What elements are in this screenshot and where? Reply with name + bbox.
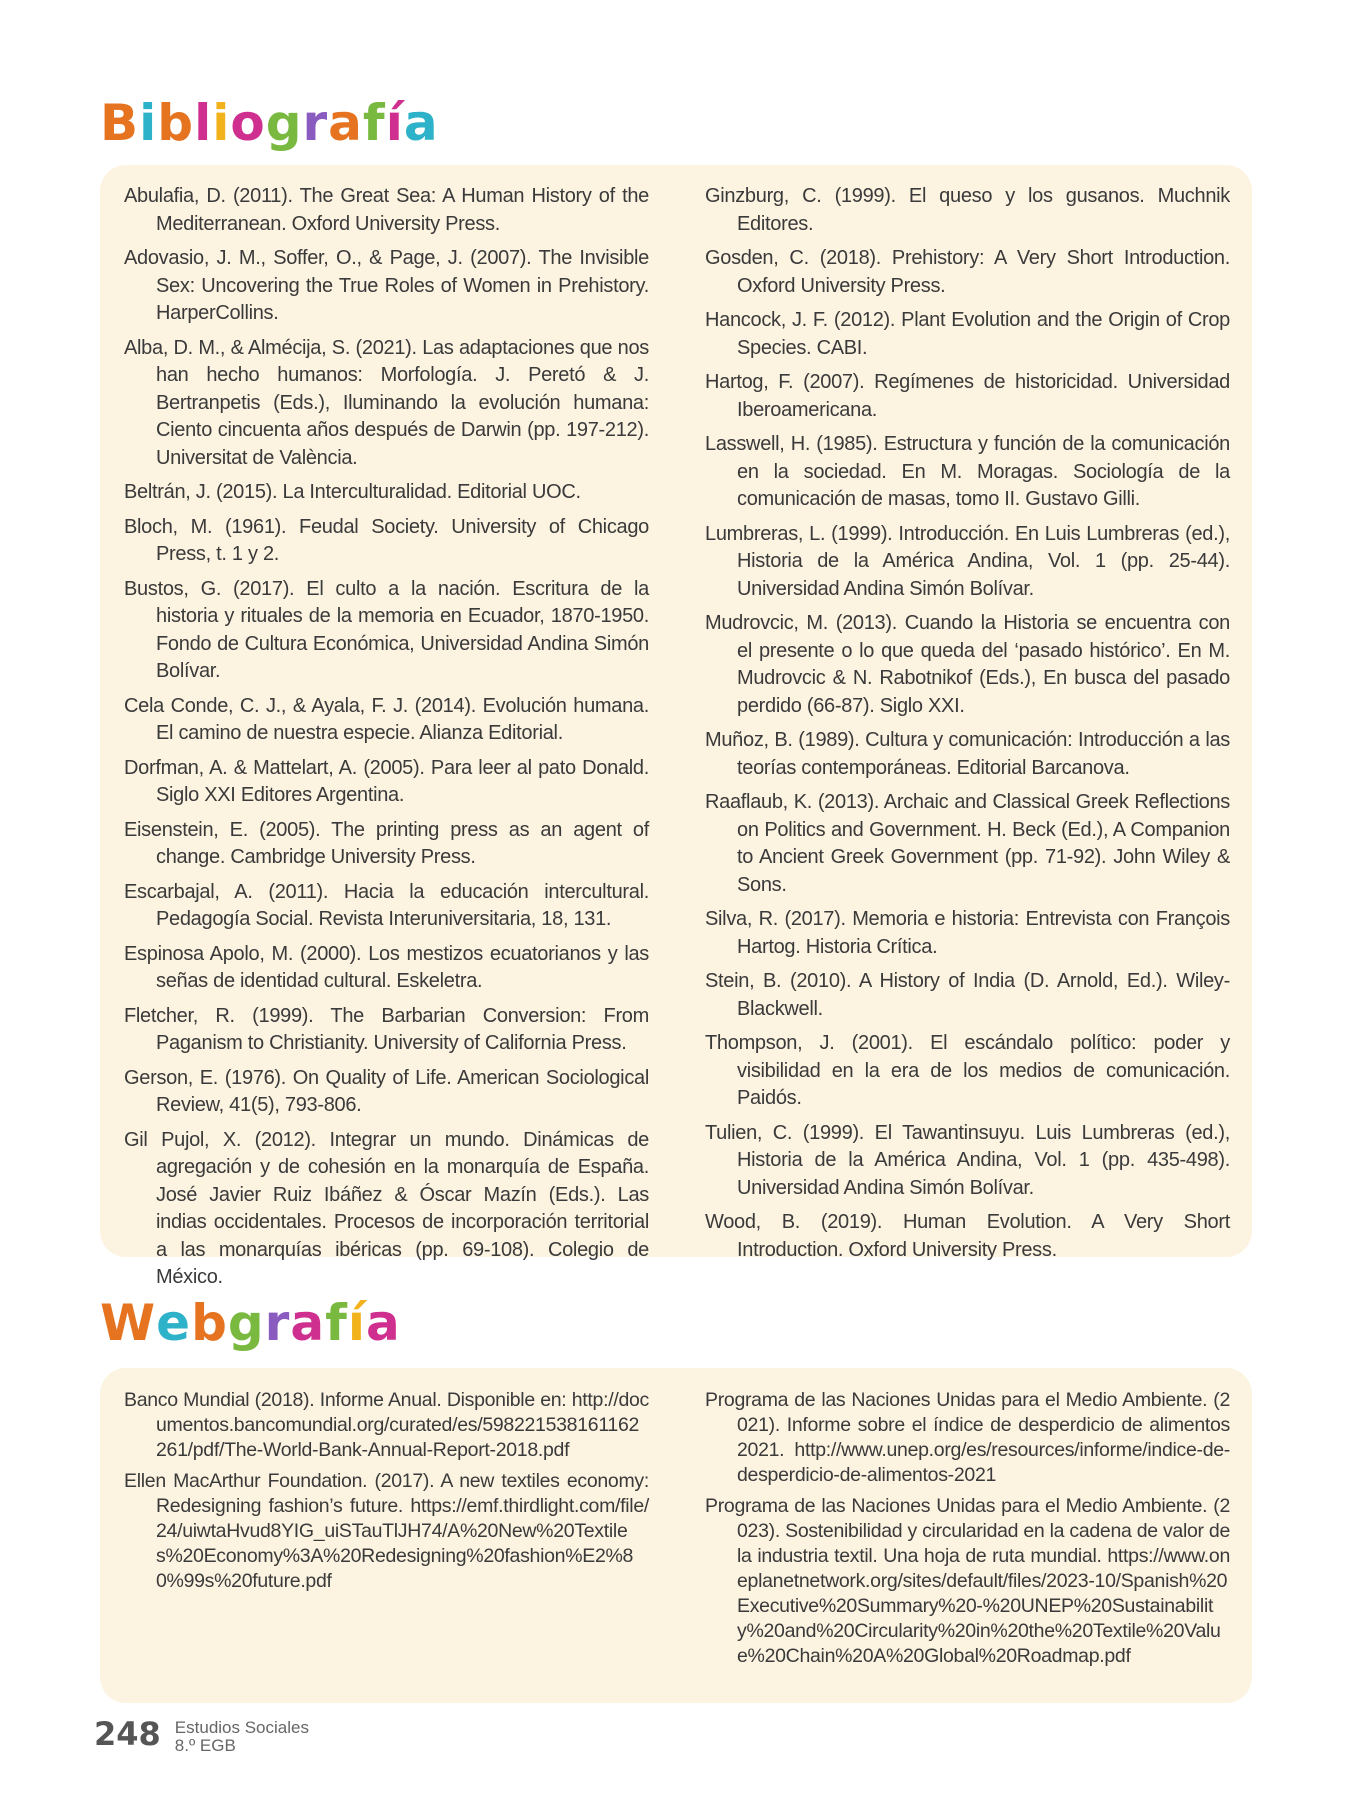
reference-entry: Thompson, J. (2001). El escándalo político: poder y visibilidad en la era de los medios de comunicación. Paidós. [705,1032,1230,1109]
reference-entry: Raaflaub, K. (2013). Archaic and Classical Greek Reflections on Politics and Government. H. Beck (Ed.), A Companion to Ancient Greek Government (pp. 71-92). John Wiley & Sons. [705,791,1230,896]
bibliografia-title-letter: B [100,94,140,152]
reference-entry: Programa de las Naciones Unidas para el Medio Ambiente. (2021). Informe sobre el índice de desperdicio de alimentos 2021. http://www.unep.org/es/resources/informe/indice-de-desperdicio-de-alimentos-2021 [705,1389,1230,1486]
webgrafia-title-letter: a [366,1294,401,1352]
footer-book-info [175,1718,309,1755]
bibliografia-title-letter: o [230,94,266,152]
bibliografia-title-letter: g [265,94,303,152]
bibliografia-title-letter: a [403,94,439,152]
bibliografia-title-letter: i [139,94,158,152]
reference-entry: Fletcher, R. (1999). The Barbarian Conversion: From Paganism to Christianity. University of California Press. [124,1004,649,1054]
reference-entry: Ellen MacArthur Foundation. (2017). A new textiles economy: Redesigning fashion’s future. https://emf.thirdlight.com/file/24/uiwtaHvud8YIG_uiSTauTlJH74/A%20New%20Textiles%20Economy%3A%20Redesigning%20fashion%E2%80%99s%20future.pdf [124,1470,649,1592]
bibliografia-right-column [705,183,1230,1299]
reference-entry: Gosden, C. (2018). Prehistory: A Very Short Introduction. Oxford University Press. [705,247,1230,297]
footer-grade: 8.º EGB [174,1736,236,1755]
reference-entry: Escarbajal, A. (2011). Hacia la educación intercultural. Pedagogía Social. Revista Interuniversitaria, 18, 131. [124,880,649,930]
webgrafia-title-letter: e [156,1294,192,1352]
reference-entry: Muñoz, B. (1989). Cultura y comunicación: Introducción a las teorías contemporáneas. Editorial Barcanova. [705,729,1230,779]
reference-entry: Adovasio, J. M., Soffer, O., & Page, J. (2007). The Invisible Sex: Uncovering the True Roles of Women in Prehistory. HarperCollins. [124,247,649,324]
reference-entry: Banco Mundial (2018). Informe Anual. Disponible en: http://documentos.bancomundial.org/curated/es/598221538161162261/pdf/The-World-Bank-Annual-Report-2018.pdf [124,1389,649,1461]
reference-entry: Alba, D. M., & Almécija, S. (2021). Las adaptaciones que nos han hecho humanos: Morfología. J. Peretó & J. Bertranpetis (Eds.), Iluminando la evolución humana: Ciento cincuenta años después de Darwin (pp. 197-212). Universitat de València. [124,336,649,469]
reference-entry: Lumbreras, L. (1999). Introducción. En Luis Lumbreras (ed.), Historia de la América Andina, Vol. 1 (pp. 25-44). Universidad Andina Simón Bolívar. [705,522,1230,600]
webgrafia-title-letter: b [191,1294,228,1352]
reference-entry: Hartog, F. (2007). Regímenes de historicidad. Universidad Iberoamericana. [705,371,1230,421]
bibliografia-title-letter: f [362,94,386,152]
page-footer [94,1715,309,1755]
webgrafia-left-column [124,1388,649,1675]
webgrafia-title-letter: f [325,1294,348,1352]
reference-entry: Gerson, E. (1976). On Quality of Life. American Sociological Review, 41(5), 793-806. [124,1066,649,1116]
bibliografia-title [100,94,439,152]
reference-entry: Hancock, J. F. (2012). Plant Evolution and the Origin of Crop Species. CABI. [705,309,1230,359]
page-number: 248 [94,1715,161,1753]
bibliografia-title-letter: b [157,94,195,152]
reference-entry: Stein, B. (2010). A History of India (D. Arnold, Ed.). Wiley-Blackwell. [705,970,1230,1020]
reference-entry: Programa de las Naciones Unidas para el Medio Ambiente. (2023). Sostenibilidad y circularidad en la cadena de valor de la industria textil. Una hoja de ruta mundial. https://www.oneplanetnetwork.org/sites/default/files/2023-10/Spanish%20Executive%20Summary%20-%20UNEP%20Sustainability%20and%20Circularity%20in%20the%20Textile%20Value%20Chain%20A%20Global%20Roadmap.pdf [705,1495,1230,1667]
reference-entry: Mudrovcic, M. (2013). Cuando la Historia se encuentra con el presente o lo que queda del ‘pasado histórico’. En M. Mudrovcic & N. Rabotnikof (Eds.), En busca del pasado perdido (66-87). Siglo XXI. [705,612,1230,717]
webgrafia-panel [100,1368,1252,1703]
reference-entry: Dorfman, A. & Mattelart, A. (2005). Para leer al pato Donald. Siglo XXI Editores Argentina. [124,756,649,806]
reference-entry: Cela Conde, C. J., & Ayala, F. J. (2014). Evolución humana. El camino de nuestra especie. Alianza Editorial. [124,694,649,744]
reference-entry: Gil Pujol, X. (2012). Integrar un mundo. Dinámicas de agregación y de cohesión en la monarquía de España. José Javier Ruiz Ibáñez & Óscar Mazín (Eds.). Las indias occidentales. Procesos de incorporación territorial a las monarquías ibéricas (pp. 69-108). Colegio de México. [124,1128,649,1288]
reference-entry: Abulafia, D. (2011). The Great Sea: A Human History of the Mediterranean. Oxford University Press. [124,185,649,235]
bibliografia-panel [100,165,1252,1288]
reference-entry: Wood, B. (2019). Human Evolution. A Very Short Introduction. Oxford University Press. [705,1211,1230,1261]
reference-entry: Bustos, G. (2017). El culto a la nación. Escritura de la historia y rituales de la memoria en Ecuador, 1870-1950. Fondo de Cultura Económica, Universidad Andina Simón Bolívar. [124,577,649,682]
bibliografia-title-letter: l [194,94,213,152]
bibliografia-title-letter: i [212,94,231,152]
webgrafia-title-letter: í [347,1294,366,1352]
reference-entry: Beltrán, J. (2015). La Interculturalidad. Editorial UOC. [124,481,581,503]
bibliografia-title-letter: í [385,94,404,152]
footer-subject: Estudios Sociales [174,1718,309,1737]
reference-entry: Eisenstein, E. (2005). The printing press as an agent of change. Cambridge University Press. [124,818,649,868]
webgrafia-title [100,1294,401,1352]
webgrafia-title-letter: W [100,1294,157,1352]
reference-entry: Espinosa Apolo, M. (2000). Los mestizos ecuatorianos y las señas de identidad cultural. Eskeletra. [124,942,649,992]
bibliografia-title-letter: r [302,94,329,152]
webgrafia-right-column [705,1388,1230,1675]
webgrafia-title-letter: g [227,1294,265,1352]
reference-entry: Lasswell, H. (1985). Estructura y función de la comunicación en la sociedad. En M. Moragas. Sociología de la comunicación de masas, tomo II. Gustavo Gilli. [705,433,1230,510]
webgrafia-title-letter: r [264,1294,291,1352]
reference-entry: Tulien, C. (1999). El Tawantinsuyu. Luis Lumbreras (ed.), Historia de la América Andina, Vol. 1 (pp. 435-498). Universidad Andina Simón Bolívar. [705,1121,1230,1199]
bibliografia-left-column [124,183,649,1299]
webgrafia-title-letter: a [290,1294,326,1352]
reference-entry: Silva, R. (2017). Memoria e historia: Entrevista con François Hartog. Historia Crítica. [705,908,1230,958]
reference-entry: Ginzburg, C. (1999). El queso y los gusanos. Muchnik Editores. [705,185,1230,235]
reference-entry: Bloch, M. (1961). Feudal Society. University of Chicago Press, t. 1 y 2. [124,515,649,565]
bibliografia-title-letter: a [328,94,363,152]
